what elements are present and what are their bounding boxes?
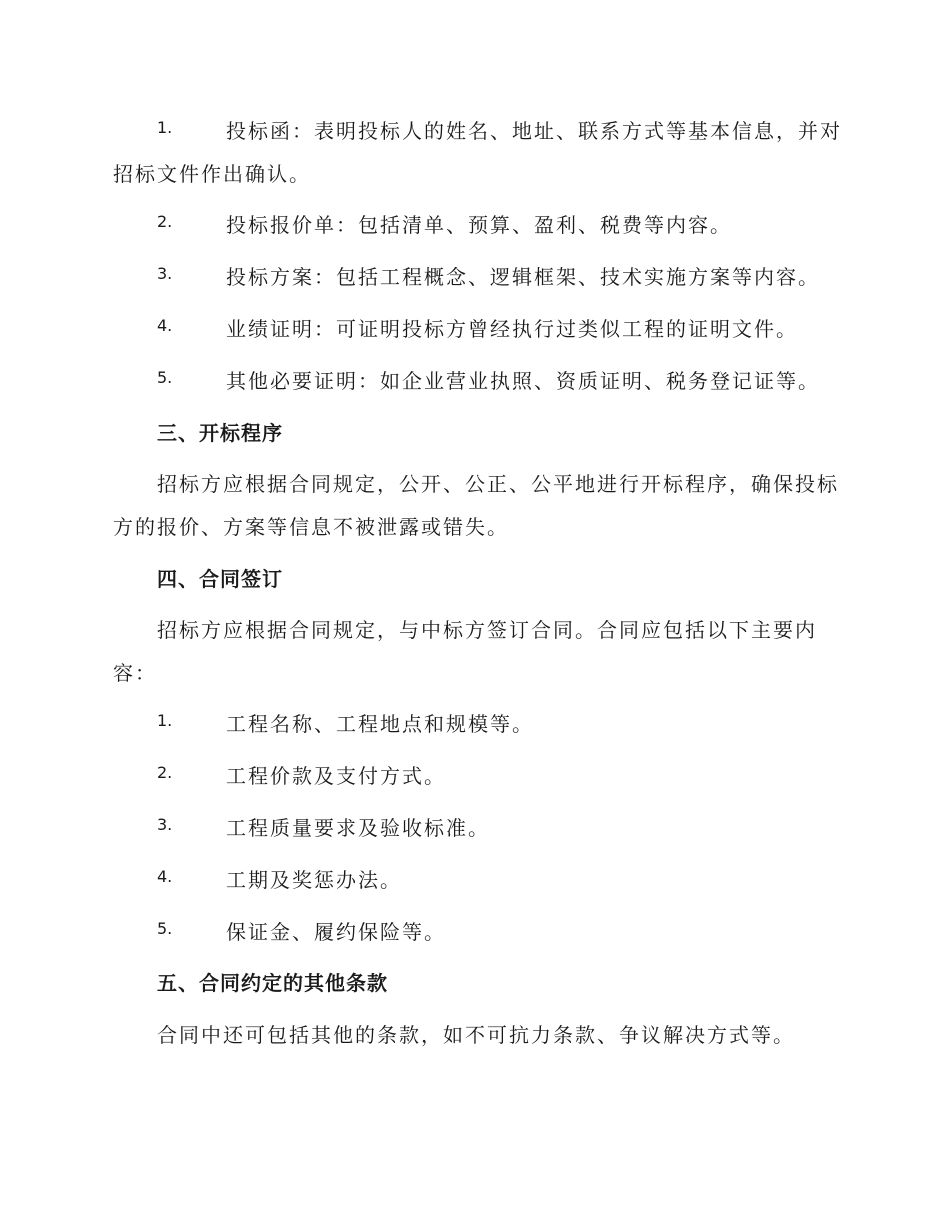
list-item-continuation: 招标文件作出确认。 [113, 162, 311, 186]
paragraph-line: 招标方应根据合同规定，与中标方签订合同。合同应包括以下主要内 [157, 618, 817, 642]
list-item-number: 3. [157, 264, 173, 283]
section-heading: 五、合同约定的其他条款 [157, 971, 388, 995]
list-item-text: 投标报价单：包括清单、预算、盈利、税费等内容。 [226, 213, 732, 237]
list-item-text: 工期及奖惩办法。 [226, 868, 402, 892]
section-heading: 三、开标程序 [157, 421, 283, 445]
list-item-text: 投标函：表明投标人的姓名、地址、联系方式等基本信息，并对 [226, 119, 842, 143]
list-item-number: 5. [157, 368, 173, 387]
list-item-number: 4. [157, 316, 173, 335]
list-item-text: 其他必要证明：如企业营业执照、资质证明、税务登记证等。 [226, 369, 820, 393]
list-item-text: 投标方案：包括工程概念、逻辑框架、技术实施方案等内容。 [226, 265, 820, 289]
list-item-text: 工程名称、工程地点和规模等。 [226, 712, 534, 736]
list-item-number: 1. [157, 118, 173, 137]
paragraph-line: 招标方应根据合同规定，公开、公正、公平地进行开标程序，确保投标 [157, 472, 839, 496]
paragraph-line: 方的报价、方案等信息不被泄露或错失。 [113, 515, 509, 539]
list-item-text: 工程质量要求及验收标准。 [226, 816, 490, 840]
paragraph-line: 合同中还可包括其他的条款，如不可抗力条款、争议解决方式等。 [157, 1023, 795, 1047]
paragraph-line: 容： [113, 661, 157, 685]
list-item-number: 2. [157, 763, 173, 782]
list-item-text: 业绩证明：可证明投标方曾经执行过类似工程的证明文件。 [226, 317, 798, 341]
list-item-number: 1. [157, 711, 173, 730]
list-item-text: 工程价款及支付方式。 [226, 764, 446, 788]
list-item-number: 3. [157, 815, 173, 834]
list-item-number: 4. [157, 867, 173, 886]
list-item-text: 保证金、履约保险等。 [226, 920, 446, 944]
section-heading: 四、合同签订 [157, 567, 283, 591]
list-item-number: 2. [157, 212, 173, 231]
list-item-number: 5. [157, 919, 173, 938]
